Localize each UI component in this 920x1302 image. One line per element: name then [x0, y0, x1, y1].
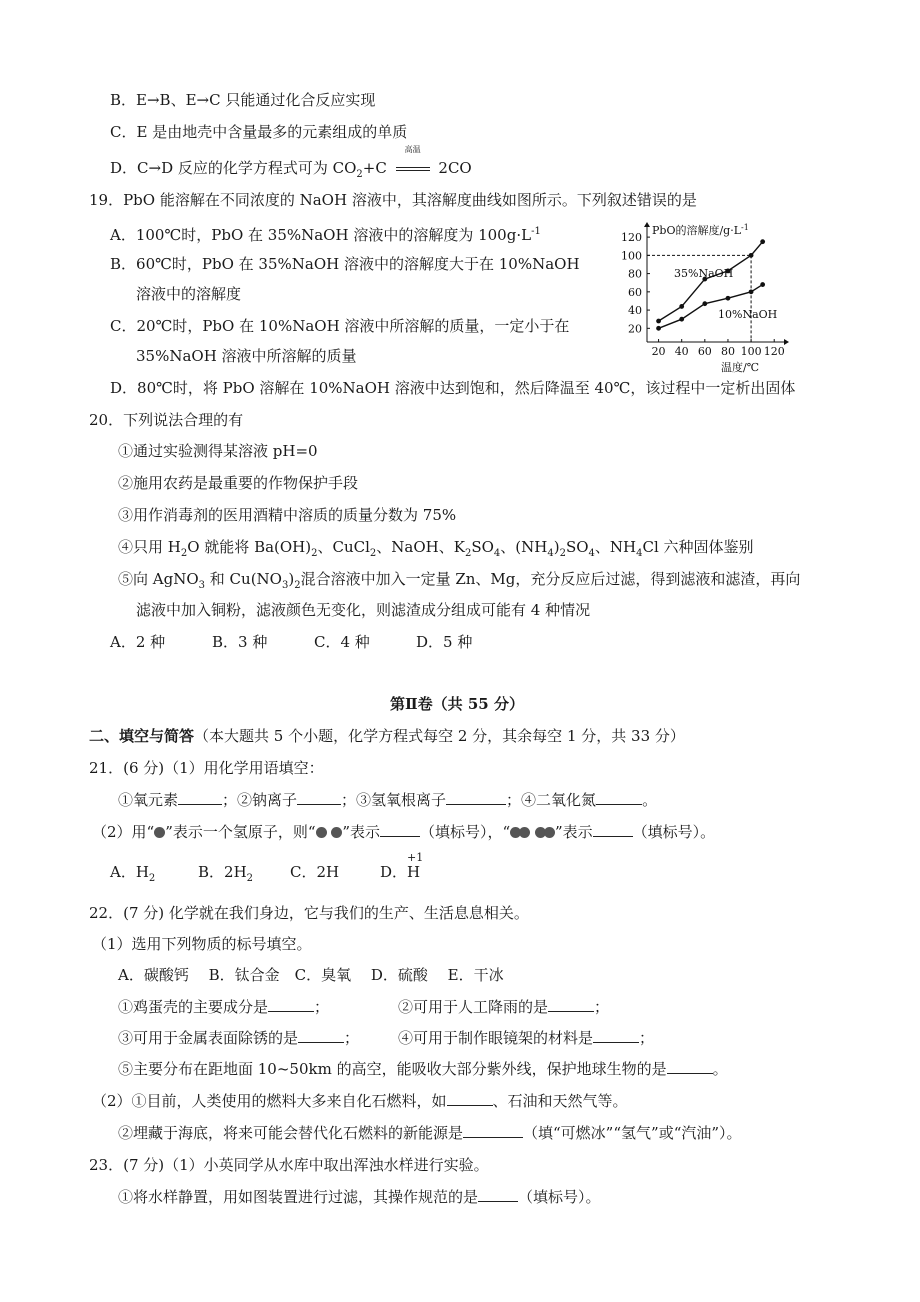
answer-blank[interactable]	[593, 1028, 639, 1043]
series-label-10: 10%NaOH	[718, 308, 778, 321]
y-tick-label: 100	[621, 249, 642, 263]
q22-item-3: ③可用于金属表面除锈的是 ；	[118, 1029, 360, 1047]
q20-option-b: B．3 种	[212, 633, 268, 651]
y-axis-arrow	[644, 222, 650, 227]
answer-blank[interactable]	[380, 822, 420, 837]
chart-ticks	[621, 231, 785, 358]
hydrogen-atom-icon	[316, 827, 327, 838]
data-point	[760, 239, 765, 244]
answer-blank[interactable]	[593, 822, 633, 837]
q19-option-a: A．100℃时，PbO 在 35%NaOH 溶液中的溶解度为 $100g\cdot L^{-1}$	[110, 226, 541, 244]
q22-item-1: ①鸡蛋壳的主要成分是 ；	[118, 998, 330, 1016]
series-label-35: 35%NaOH	[674, 267, 734, 280]
q20-item-2: ②施用农药是最重要的作物保护手段	[118, 474, 359, 492]
hydrogen-atom-icon	[154, 827, 165, 838]
data-point	[679, 304, 684, 309]
answer-blank[interactable]	[447, 1091, 493, 1106]
reaction-condition: 高温	[392, 158, 434, 178]
q18-option-d: D．C→D 反应的化学方程式可为 $CO_2+C$ 高温 2CO	[110, 145, 472, 180]
section-heading: 二、填空与简答（本大题共 5 个小题，化学方程式每空 2 分，其余每空 1 分，共 33 分）	[89, 727, 685, 745]
data-point	[679, 317, 684, 322]
answer-blank[interactable]	[478, 1187, 518, 1202]
data-point	[702, 301, 707, 306]
q18-option-b: B．E→B、E→C 只能通过化合反应实现	[110, 91, 376, 109]
answer-blank[interactable]	[297, 790, 341, 805]
data-point	[656, 326, 661, 331]
answer-blank[interactable]	[463, 1123, 523, 1138]
data-point	[749, 289, 754, 294]
x-tick-label: 120	[763, 345, 785, 358]
data-point	[656, 319, 661, 324]
q20-item-5-line2: 滤液中加入铜粉，滤液颜色无变化，则滤渣成分组成可能有 4 种情况	[136, 601, 591, 619]
q20-item-1: ①通过实验测得某溶液 pH=0	[118, 442, 318, 460]
q18-option-c: C．E 是由地壳中含量最多的元素组成的单质	[110, 123, 408, 141]
y-tick-label: 40	[628, 304, 642, 318]
y-tick-label: 80	[628, 267, 642, 281]
q22-substances: A．碳酸钙 B．钛合金 C．臭氧 D．硫酸 E．干冰	[118, 966, 504, 984]
q19-stem: 19．PbO 能溶解在不同浓度的 NaOH 溶液中，其溶解度曲线如图所示。下列叙述错误的是	[89, 191, 697, 209]
series-line	[659, 285, 763, 329]
q22-item-4: ④可用于制作眼镜架的材料是 ；	[398, 1029, 655, 1047]
x-tick-label: 100	[740, 345, 762, 358]
chart-title: PbO的溶解度$/g\cdot L^{-1}$	[652, 223, 749, 237]
answer-blank[interactable]	[548, 997, 594, 1012]
q22-line1: 22．(7 分) 化学就在我们身边，它与我们的生产、生活息息相关。	[89, 904, 529, 922]
answer-blank[interactable]	[667, 1059, 713, 1074]
answer-blank[interactable]	[298, 1028, 344, 1043]
answer-blank[interactable]	[446, 790, 506, 805]
hydrogen-atom-icon	[331, 827, 342, 838]
answer-blank[interactable]	[178, 790, 222, 805]
q19-option-b-line1: B．60℃时，PbO 在 35%NaOH 溶液中的溶解度大于在 10%NaOH	[110, 255, 580, 273]
q20-item-3: ③用作消毒剂的医用酒精中溶质的质量分数为 75%	[118, 506, 457, 524]
solubility-chart	[612, 222, 792, 374]
q21-option-c: C．2H	[290, 863, 340, 881]
q20-item-5-line1: ⑤向 AgNO$_3$ 和 $Cu(NO_3)_2$混合溶液中加入一定量 Zn、Mg，充分反应后过滤，得到滤液和滤渣，再向	[118, 570, 801, 591]
q19-option-c-line1: C．20℃时，PbO 在 10%NaOH 溶液中所溶解的质量，一定小于在	[110, 317, 570, 335]
y-tick-label: 120	[621, 231, 642, 245]
q20-stem: 20．下列说法合理的有	[89, 411, 244, 429]
q19-option-b-line2: 溶液中的溶解度	[136, 285, 242, 303]
q23-line2: ①将水样静置，用如图装置进行过滤，其操作规范的是 （填标号）。	[118, 1188, 601, 1206]
part2-title: 第Ⅱ卷（共 55 分）	[390, 695, 524, 713]
chart-axes	[644, 222, 789, 345]
answer-blank[interactable]	[596, 790, 642, 805]
hydrogen-atom-icon	[544, 827, 555, 838]
q20-option-c: C．4 种	[314, 633, 370, 651]
q19-option-c-line2: 35%NaOH 溶液中所溶解的质量	[136, 347, 357, 365]
x-tick-label: 80	[720, 345, 735, 358]
x-axis-arrow	[784, 339, 789, 345]
q21-option-a: A．$H_2$	[110, 863, 156, 884]
chart-title-sup: -1	[741, 223, 749, 232]
x-axis-label: 温度/℃	[720, 361, 760, 374]
data-point	[749, 253, 754, 258]
answer-blank[interactable]	[268, 997, 314, 1012]
x-tick-label: 20	[651, 345, 666, 358]
x-tick-label: 40	[674, 345, 689, 358]
q21-line1: 21．(6 分)（1）用化学用语填空：	[89, 759, 324, 777]
x-tick-label: 60	[697, 345, 712, 358]
q23-line1: 23．(7 分)（1）小英同学从水库中取出浑浊水样进行实验。	[89, 1156, 489, 1174]
y-tick-label: 60	[628, 285, 642, 299]
q21-line2: ①氧元素 ；②钠离子 ；③氢氧根离子 ；④二氧化氮 。	[118, 791, 658, 809]
hydrogen-atom-icon	[519, 827, 530, 838]
q21-line3: （2）用“ ”表示一个氢原子，则“ ”表示 （填标号），“ ”表示 （填标号）。	[92, 823, 716, 841]
q22-part2-line1: （2）①目前，人类使用的燃料大多来自化石燃料，如 、石油和天然气等。	[92, 1092, 628, 1110]
q20-option-a: A．2 种	[110, 633, 166, 651]
q20-item-4: ④只用 $H_2O$ 就能将 $Ba(OH)_2$、CuCl$_2$、NaOH、$K_2SO_4$、$(NH_4)_2SO_4$、$NH_4Cl$ 六种固体鉴别	[118, 538, 754, 559]
q22-line2: （1）选用下列物质的标号填空。	[92, 935, 312, 953]
q22-item-5: ⑤主要分布在距地面 10~50km 的高空，能吸收大部分紫外线，保护地球生物的是 。	[118, 1060, 728, 1078]
q20-option-d: D．5 种	[416, 633, 473, 651]
data-point	[726, 296, 731, 301]
q21-option-b: B．$2H_2$	[198, 863, 254, 884]
q22-part2-line2: ②埋藏于海底，将来可能会替代化石燃料的新能源是 （填“可燃冰”“氢气”或“汽油”）。	[118, 1124, 742, 1142]
y-tick-label: 20	[628, 322, 642, 336]
q19-option-d: D．80℃时，将 PbO 溶解在 10%NaOH 溶液中达到饱和，然后降温至 40℃，该过程中一定析出固体	[110, 379, 796, 397]
q22-item-2: ②可用于人工降雨的是 ；	[398, 998, 610, 1016]
q21-option-d: D． +1 H	[380, 851, 424, 881]
data-point	[760, 282, 765, 287]
